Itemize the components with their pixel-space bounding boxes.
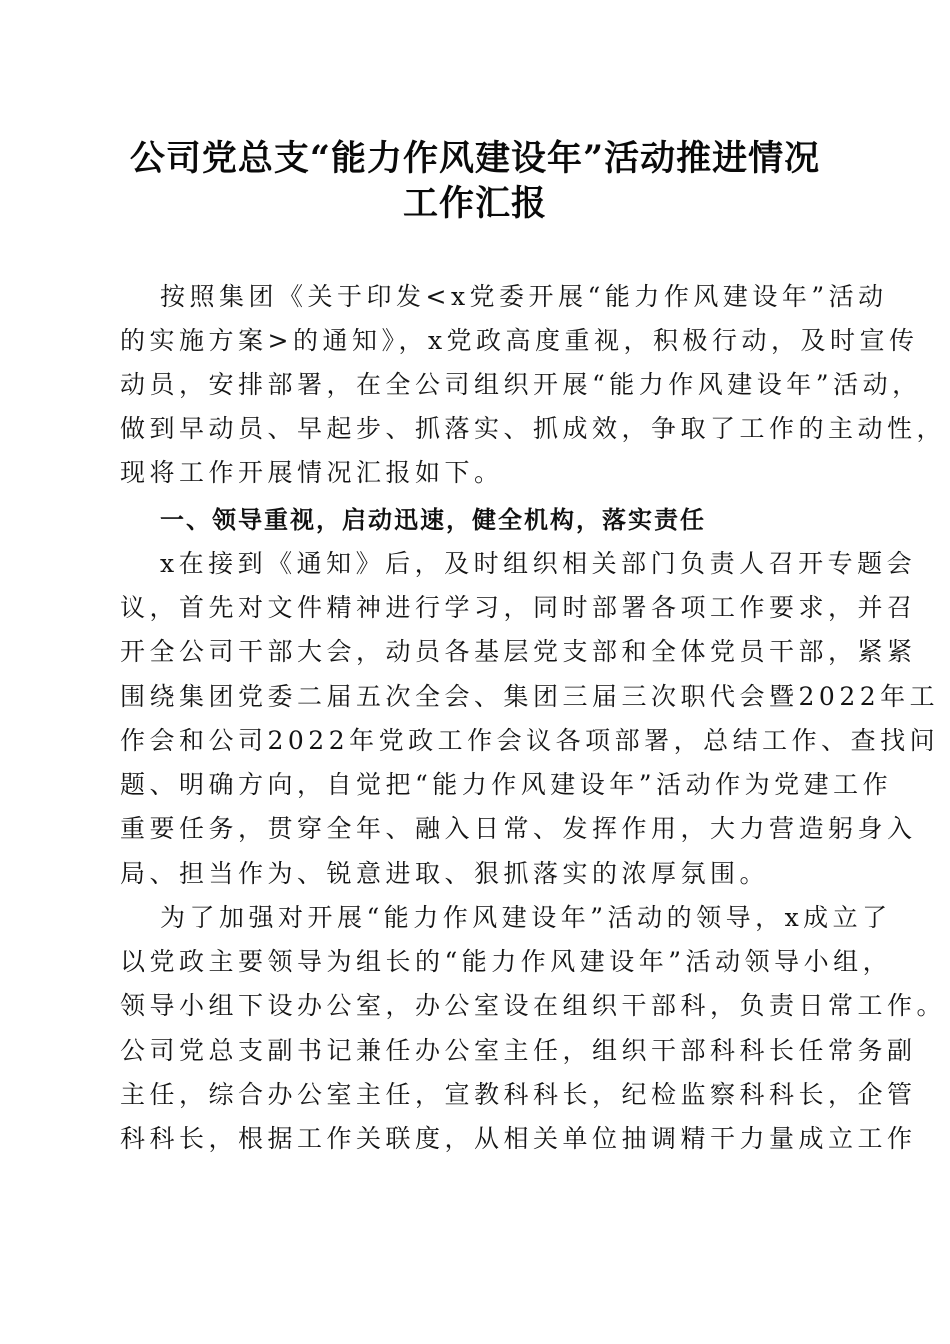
section-1-heading: 一、领导重视，启动迅速，健全机构，落实责任 bbox=[160, 506, 706, 534]
paragraph-3-line: 以党政主要领导为组长的“能力作风建设年”活动领导小组， bbox=[120, 947, 893, 976]
paragraph-2-line: 作会和公司2022年党政工作会议各项部署，总结工作、查找问 bbox=[120, 726, 940, 755]
paragraph-3-line: 科科长，根据工作关联度，从相关单位抽调精干力量成立工作 bbox=[120, 1124, 917, 1153]
document-title-line-2: 工作汇报 bbox=[402, 183, 547, 224]
paragraph-1-line: 现将工作开展情况汇报如下。 bbox=[120, 458, 504, 487]
paragraph-1-line: 动员，安排部署，在全公司组织开展“能力作风建设年”活动， bbox=[120, 370, 922, 399]
paragraph-2-line: 围绕集团党委二届五次全会、集团三届三次职代会暨2022年工 bbox=[120, 682, 940, 711]
paragraph-3-line: 主任，综合办公室主任，宣教科科长，纪检监察科科长，企管 bbox=[120, 1080, 917, 1109]
paragraph-3-line: 为了加强对开展“能力作风建设年”活动的领导，x成立了 bbox=[160, 903, 892, 932]
paragraph-2-line: x在接到《通知》后，及时组织相关部门负责人召开专题会 bbox=[160, 549, 917, 578]
paragraph-2-line: 题、明确方向，自觉把“能力作风建设年”活动作为党建工作 bbox=[120, 770, 893, 799]
paragraph-1-line: 做到早动员、早起步、抓落实、抓成效，争取了工作的主动性， bbox=[120, 414, 947, 443]
paragraph-3-line: 公司党总支副书记兼任办公室主任，组织干部科科长任常务副 bbox=[120, 1036, 917, 1065]
paragraph-3-line: 领导小组下设办公室，办公室设在组织干部科，负责日常工作。 bbox=[120, 991, 947, 1020]
document-title-line-1: 公司党总支“能力作风建设年”活动推进情况 bbox=[129, 138, 821, 179]
paragraph-2-line: 开全公司干部大会，动员各基层党支部和全体党员干部，紧紧 bbox=[120, 637, 917, 666]
paragraph-1-line: 按照集团《关于印发<x党委开展“能力作风建设年”活动 bbox=[160, 282, 888, 311]
paragraph-2-line: 重要任务，贯穿全年、融入日常、发挥作用，大力营造躬身入 bbox=[120, 814, 917, 843]
paragraph-2-line: 议，首先对文件精神进行学习，同时部署各项工作要求，并召 bbox=[120, 593, 917, 622]
paragraph-1-line: 的实施方案>的通知》，x党政高度重视，积极行动，及时宣传 bbox=[120, 326, 919, 355]
paragraph-2-line: 局、担当作为、锐意进取、狠抓落实的浓厚氛围。 bbox=[120, 859, 770, 888]
